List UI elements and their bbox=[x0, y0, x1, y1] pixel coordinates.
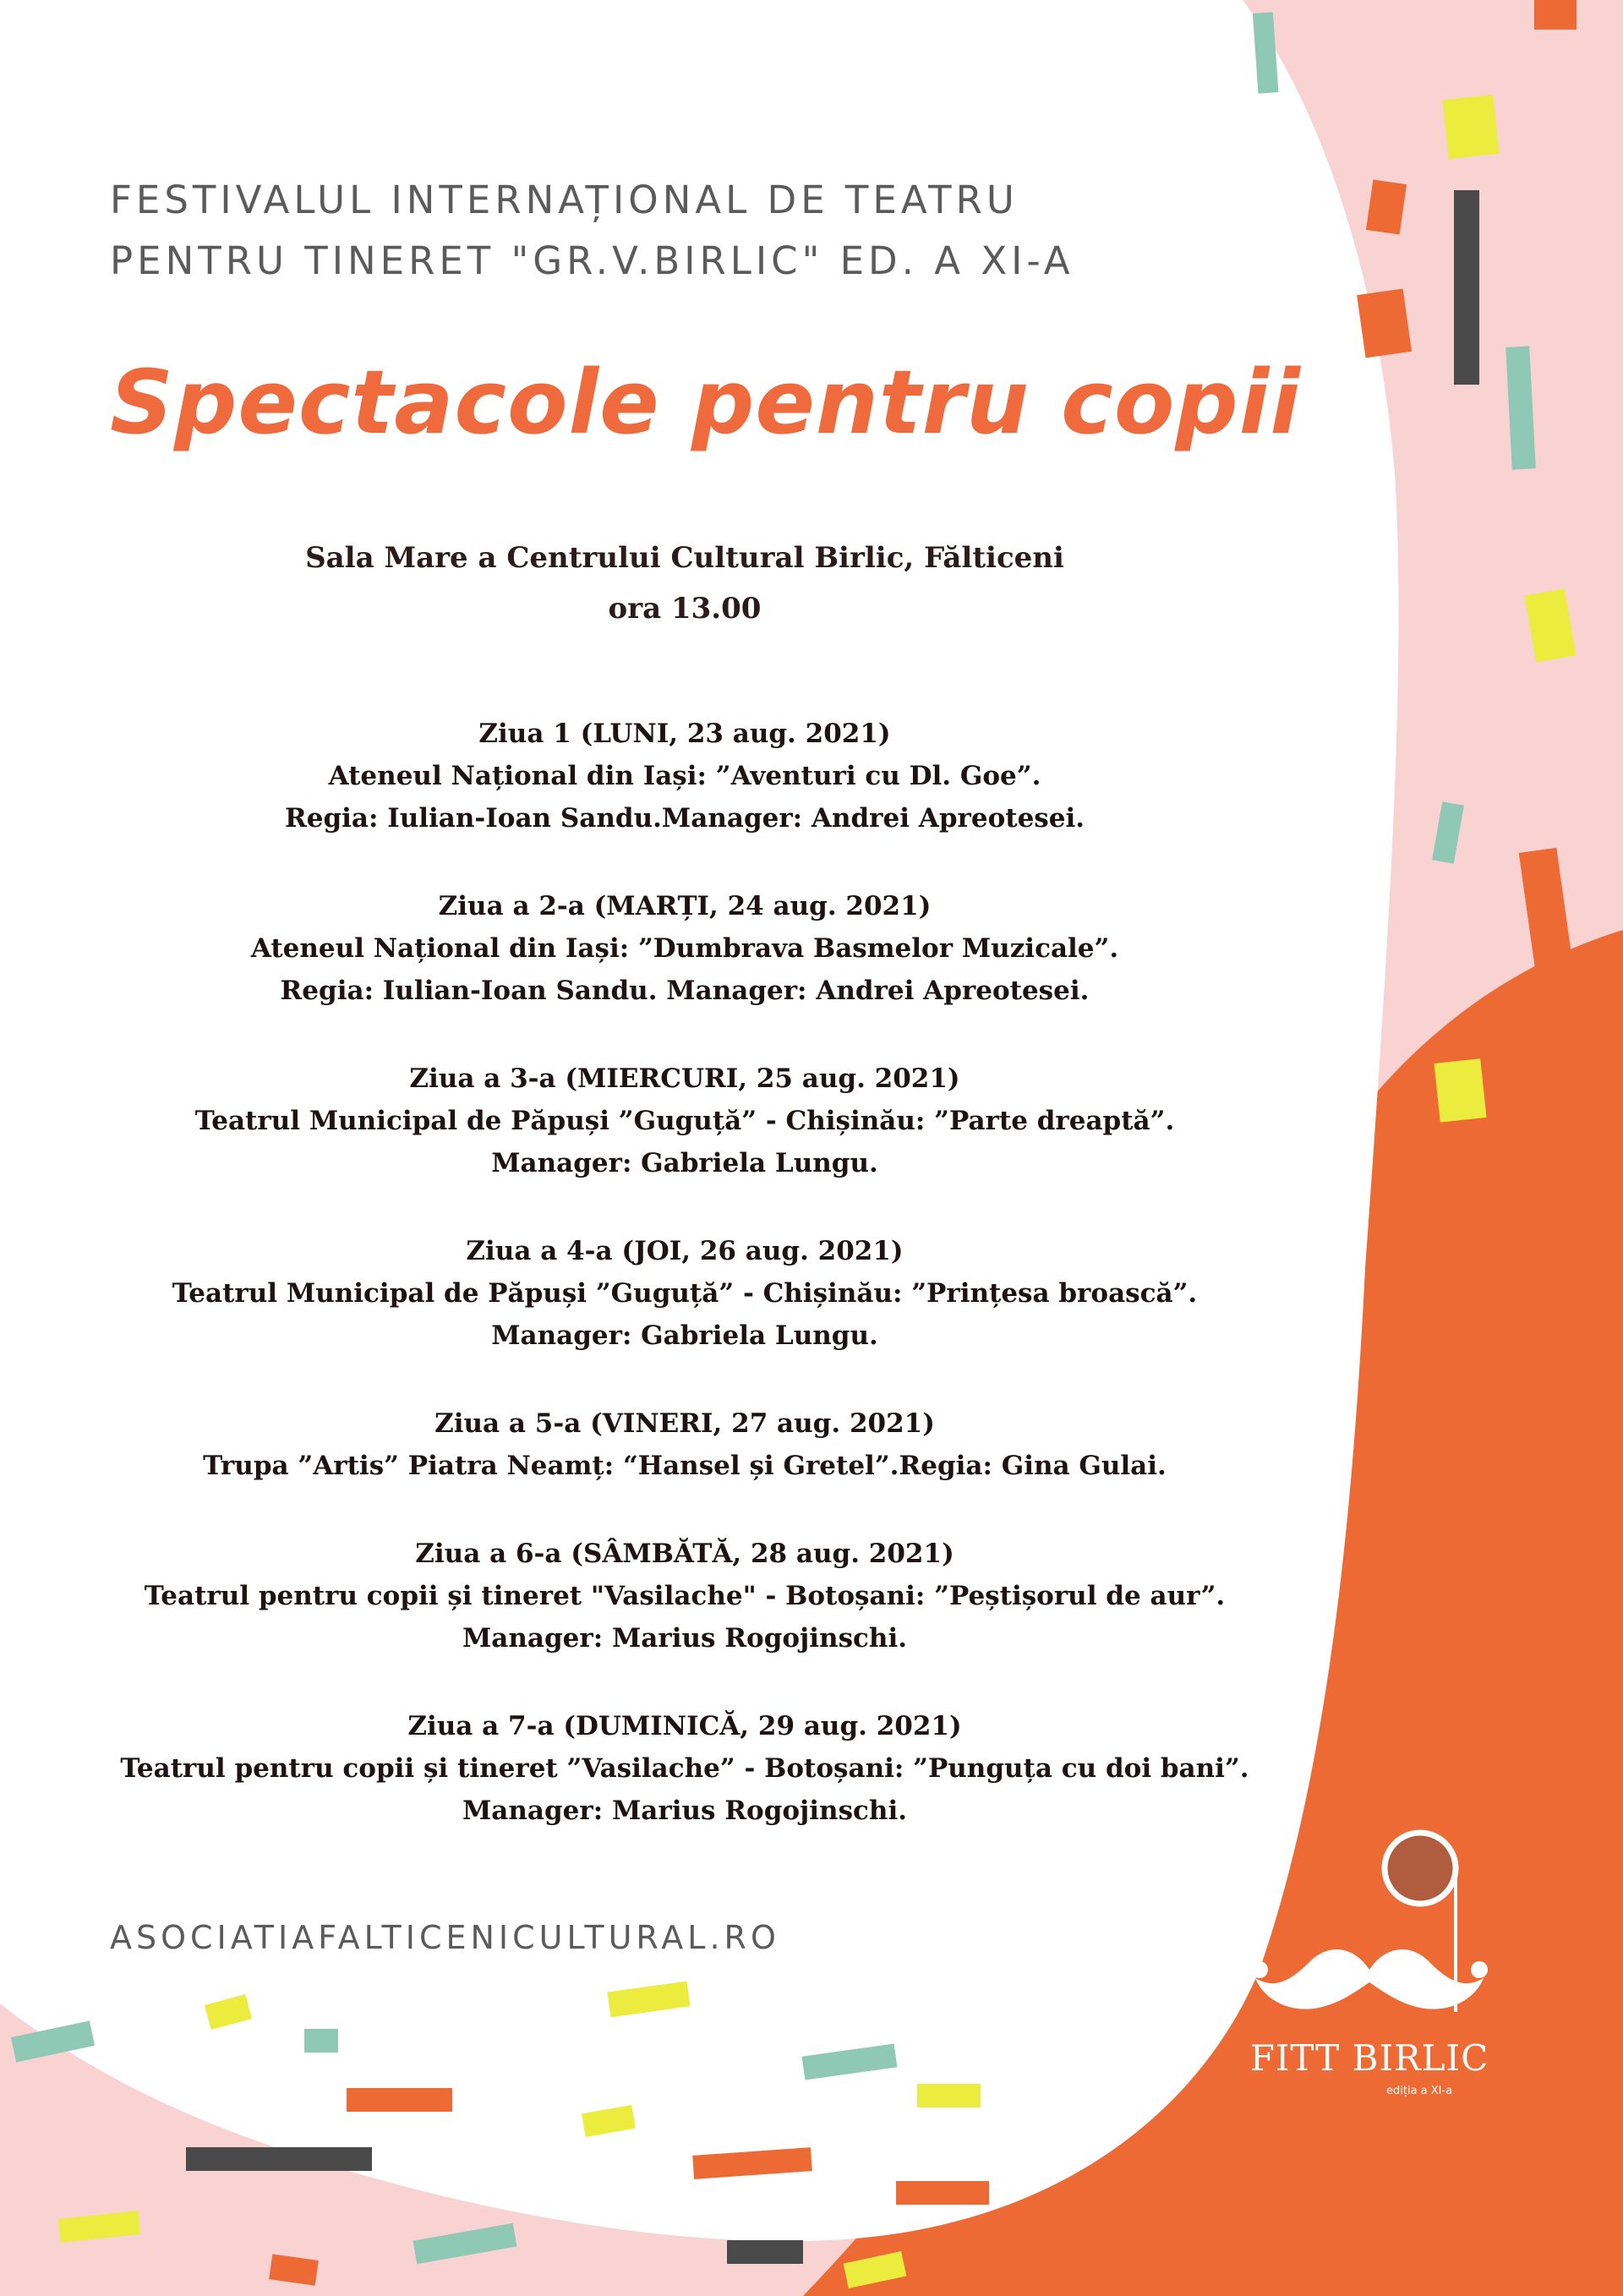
schedule-day-2 bbox=[51, 885, 1319, 1012]
day-heading: Ziua a 7-a (DUMINICĂ, 29 aug. 2021) bbox=[407, 1711, 962, 1741]
day-credits: Manager: Marius Rogojinschi. bbox=[462, 1796, 908, 1826]
website-url: ASOCIATIAFALTICENICULTURAL.RO bbox=[110, 1919, 780, 1956]
day-performance: Ateneul Național din Iași: ”Dumbrava Basmelor Muzicale”. bbox=[250, 933, 1119, 964]
schedule-day-3 bbox=[51, 1058, 1319, 1184]
day-heading: Ziua a 6-a (SÂMBĂTĂ, 28 aug. 2021) bbox=[415, 1539, 954, 1569]
day-performance: Teatrul pentru copii și tineret ”Vasilache” - Botoșani: ”Punguța cu doi bani”. bbox=[120, 1753, 1249, 1784]
day-heading: Ziua 1 (LUNI, 23 aug. 2021) bbox=[478, 719, 891, 749]
day-performance: Teatrul Municipal de Păpuși ”Guguță” - Chișinău: ”Parte dreaptă”. bbox=[194, 1106, 1175, 1136]
venue-time: ora 13.00 bbox=[608, 592, 762, 626]
page-title: Spectacole pentru copii bbox=[110, 351, 1302, 454]
day-performance: Trupa ”Artis” Piatra Neamț: “Hansel și Gretel”.Regia: Gina Gulai. bbox=[203, 1451, 1167, 1481]
day-heading: Ziua a 3-a (MIERCURI, 25 aug. 2021) bbox=[409, 1063, 960, 1094]
day-credits: Regia: Iulian-Ioan Sandu.Manager: Andrei Apreotesei. bbox=[284, 803, 1085, 834]
day-heading: Ziua a 4-a (JOI, 26 aug. 2021) bbox=[466, 1236, 904, 1266]
day-credits: Regia: Iulian-Ioan Sandu. Manager: Andrei Apreotesei. bbox=[280, 976, 1090, 1006]
day-heading: Ziua a 2-a (MARȚI, 24 aug. 2021) bbox=[438, 891, 932, 921]
schedule-day-7 bbox=[51, 1705, 1319, 1832]
logo-subtitle: ediția a XI-a bbox=[1386, 2085, 1453, 2097]
schedule-day-6 bbox=[51, 1533, 1319, 1659]
schedule-day-5 bbox=[51, 1402, 1319, 1487]
day-performance: Teatrul Municipal de Păpuși ”Guguță” - Chișinău: ”Prințesa broască”. bbox=[172, 1278, 1198, 1309]
schedule-day-4 bbox=[51, 1230, 1319, 1357]
logo-wordmark: FITT BIRLIC bbox=[1249, 2037, 1489, 2079]
schedule-day-1 bbox=[51, 713, 1319, 839]
day-credits: Manager: Gabriela Lungu. bbox=[491, 1148, 878, 1178]
day-performance: Teatrul pentru copii și tineret "Vasilache" - Botoșani: ”Peștișorul de aur”. bbox=[144, 1581, 1226, 1611]
day-performance: Ateneul Național din Iași: ”Aventuri cu Dl. Goe”. bbox=[328, 761, 1041, 791]
day-credits: Manager: Marius Rogojinschi. bbox=[462, 1623, 908, 1654]
venue-place: Sala Mare a Centrului Cultural Birlic, Fălticeni bbox=[305, 541, 1064, 575]
festival-header-line-1: FESTIVALUL INTERNAȚIONAL DE TEATRU bbox=[110, 178, 1019, 222]
festival-header-line-2: PENTRU TINERET "GR.V.BIRLIC" ED. A XI-A bbox=[110, 238, 1074, 283]
day-heading: Ziua a 5-a (VINERI, 27 aug. 2021) bbox=[434, 1408, 935, 1439]
day-credits: Manager: Gabriela Lungu. bbox=[491, 1320, 878, 1351]
